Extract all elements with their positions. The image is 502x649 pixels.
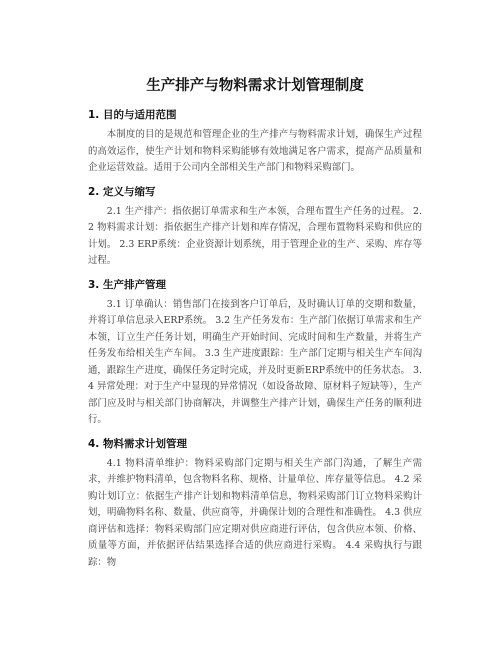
section-paragraph: 2.1 生产排产：指依据订单需求和生产本领，合理布置生产任务的过程。 2.2 物料需求计划：指依据生产排产计划和库存情况，合理布置物料采购和供应的计划。 2.3 ERP系统：企业资源计划系统，用于管理企业的生产、采购、库存等过程。 (88, 205, 422, 266)
section-paragraph: 4.1 物料清单维护：物料采购部门定期与相关生产部门沟通，了解生产需求，并维护物料清单，包含物料名称、规格、计量单位、库存量等信息。 4.2 采购计划订立：依据生产排产计划和物料清单信息，物料采购部门订立物料采购计划，明确物料名称、数量、供应商等，并确保计划的合理性和准确性。 4.3 供应商评估和选择：物料采购部门应定期对供应商进行评估，包含供应本领、价格、质量等方面，并依据评估结果选择合适的供应商进行采购。 4.4 采购执行与跟踪：物 (88, 457, 422, 568)
section-heading: 4. 物料需求计划管理 (88, 437, 187, 450)
section-definitions (88, 183, 422, 270)
section-heading: 1. 目的与适用范围 (88, 109, 177, 121)
section-paragraph: 本制度的目的是规范和管理企业的生产排产与物料需求计划，确保生产过程的高效运作，使生产计划和物料采购能够有效地满足客户需求，提高产品质量和企业运营效益。适用于公司内全部相关生产部门和物料采购部门。 (88, 129, 422, 173)
section-heading: 3. 生产排产管理 (88, 278, 166, 291)
document-page (88, 76, 422, 577)
section-production-scheduling (88, 276, 422, 429)
section-purpose-scope (88, 106, 422, 177)
section-heading: 2. 定义与缩写 (88, 185, 156, 198)
section-paragraph: 3.1 订单确认：销售部门在接到客户订单后，及时确认订单的交期和数量，并将订单信息录入ERP系统。 3.2 生产任务发布：生产部门依据订单需求和生产本领，订立生产任务计划，明确生产开始时间、完成时间和生产数量，并将生产任务发布给相关生产车间。 3.3 生产进度跟踪：生产部门定期与相关生产车间沟通，跟踪生产进度，确保任务定时完成，并及时更新ERP系统中的任务状态。 3.4 异常处理：对于生产中显现的异常情况（如设备故障、原材料子短缺等），生产部门应及时与相关部门协商解决，并调整生产排产计划，确保生产任务的顺利进行。 (88, 298, 422, 425)
document-title: 生产排产与物料需求计划管理制度 (146, 78, 364, 94)
section-material-planning (88, 435, 422, 572)
